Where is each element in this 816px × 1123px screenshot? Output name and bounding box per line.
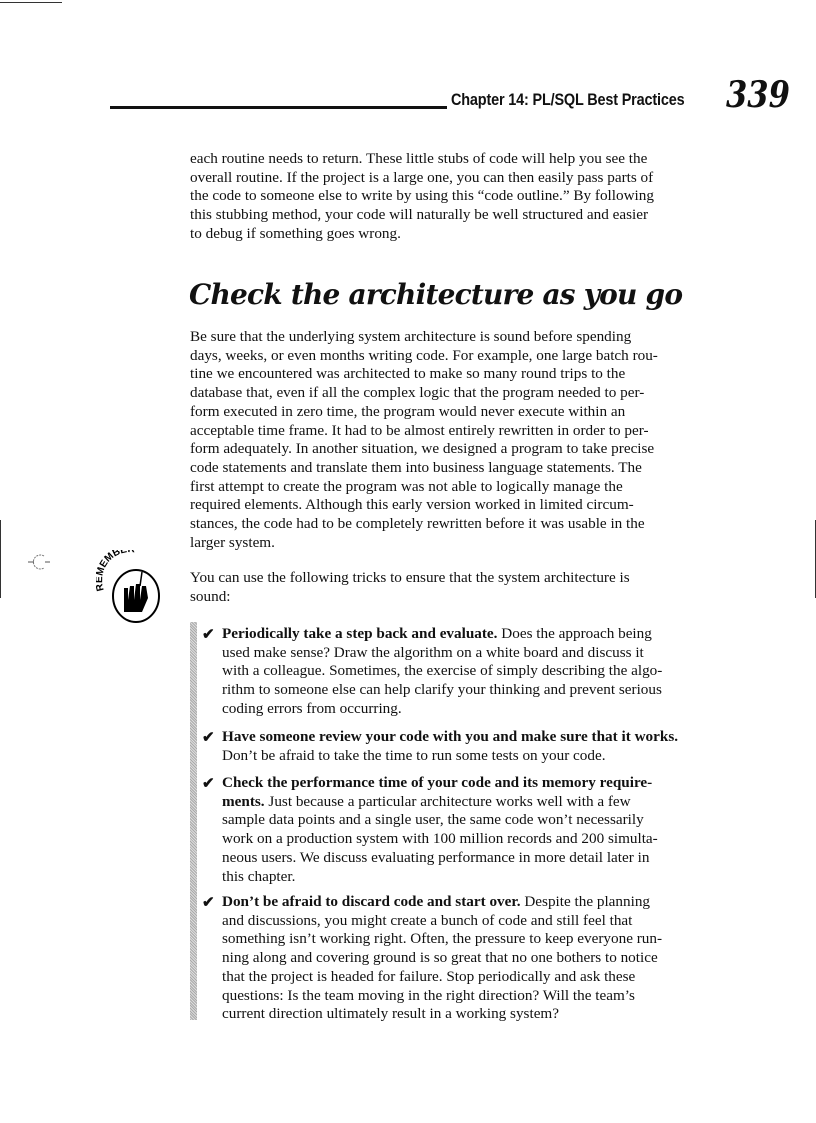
remember-label: EMBE xyxy=(97,550,128,570)
bullet-line: current direction ultimately result in a working system? xyxy=(222,1005,559,1023)
text-line: to debug if something goes wrong. xyxy=(190,224,401,242)
text-line: larger system. xyxy=(190,533,275,551)
check-bullet-icon: ✔ xyxy=(202,730,215,746)
running-head: Chapter 14: PL/SQL Best Practices xyxy=(451,90,685,109)
text-line: overall routine. If the project is a large one, you can then easily pass parts of xyxy=(190,168,654,186)
text-line: code statements and translate them into business language statements. The xyxy=(190,458,642,476)
bullet-line: that the project is headed for failure. Stop periodically and ask these xyxy=(222,967,636,985)
section-heading: Check the architecture as you go xyxy=(189,278,683,311)
remember-icon xyxy=(96,550,166,624)
bullet-line xyxy=(222,728,678,746)
text-line: the code to someone else to write by using this “code outline.” By following xyxy=(190,187,654,205)
check-bullet-icon: ✔ xyxy=(202,627,215,643)
bullet-line: and discussions, you might create a bunch of code and still feel that xyxy=(222,911,633,929)
bullet-line: with a colleague. Sometimes, the exercise of simply describing the algo- xyxy=(222,662,663,680)
bullet-lead: ments. xyxy=(222,792,265,810)
check-bullet-icon: ✔ xyxy=(202,776,215,792)
crop-mark-left xyxy=(0,520,1,598)
text-line: tine we encountered was architected to make so many round trips to the xyxy=(190,365,626,383)
bullet-line: ments. Just because a particular architecture works well with a few xyxy=(222,792,631,810)
text-line: You can use the following tricks to ensure that the system architecture is xyxy=(190,569,630,586)
bullet-line: rithm to someone else can help clarify your thinking and prevent serious xyxy=(222,681,662,699)
text-line: sound: xyxy=(190,587,231,605)
page-number: 339 xyxy=(726,74,790,116)
bullet-line: this chapter. xyxy=(222,867,296,885)
bullet-line xyxy=(222,774,652,792)
text-line: each routine needs to return. These little stubs of code will help you see the xyxy=(190,150,648,167)
bullet-line: sample data points and a single user, the same code won’t necessarily xyxy=(222,811,644,829)
text-line: acceptable time frame. It had to be almost entirely rewritten in order to per- xyxy=(190,421,649,439)
bullet-lead: Don’t be afraid to discard code and start over. xyxy=(222,893,521,910)
text-line: database that, even if all the complex logic that the program needed to per- xyxy=(190,384,645,402)
bullet-line: ning along and covering ground is so great that no one bothers to notice xyxy=(222,949,658,967)
bullet-lead: Periodically take a step back and evaluate. xyxy=(222,625,498,642)
bullet-line: something isn’t working right. Often, the pressure to keep everyone run- xyxy=(222,930,663,948)
text-line: days, weeks, or even months writing code. For example, one large batch rou- xyxy=(190,346,658,364)
header-rule xyxy=(110,106,447,109)
registration-mark xyxy=(28,552,50,572)
bullet-line: Don’t be afraid to take the time to run some tests on your code. xyxy=(222,746,606,764)
tips-sidebar-bar xyxy=(190,622,197,1020)
bullet-line: neous users. We discuss evaluating performance in more detail later in xyxy=(222,848,650,866)
bullet-line: coding errors from occurring. xyxy=(222,699,402,717)
text-line: this stubbing method, your code will naturally be well structured and easier xyxy=(190,206,649,224)
crop-mark-top xyxy=(0,2,62,3)
text-line: form adequately. In another situation, we designed a program to take precise xyxy=(190,440,655,458)
bullet-line: Periodically take a step back and evaluate. Does the approach being xyxy=(222,625,652,642)
bullet-lead: Check the performance time of your code and its memory require- xyxy=(222,774,653,791)
text-line: first attempt to create the program was not able to logically manage the xyxy=(190,477,623,495)
bullet-line: work on a production system with 100 million records and 200 simulta- xyxy=(222,830,658,848)
text-line: Be sure that the underlying system architecture is sound before spending xyxy=(190,328,632,345)
text-line: form executed in zero time, the program would never execute within an xyxy=(190,402,626,420)
bullet-line: used make sense? Draw the algorithm on a white board and discuss it xyxy=(222,643,644,661)
bullet-line: questions: Is the team moving in the right direction? Will the team’s xyxy=(222,986,635,1004)
text-line: required elements. Although this early version worked in limited circum- xyxy=(190,496,634,514)
bullet-line: Don’t be afraid to discard code and start over. Despite the planning xyxy=(222,893,651,910)
text-line: stances, the code had to be completely rewritten before it was usable in the xyxy=(190,515,645,532)
bullet-lead: Have someone review your code with you and make sure that it works. xyxy=(222,728,679,745)
check-bullet-icon: ✔ xyxy=(202,895,215,911)
